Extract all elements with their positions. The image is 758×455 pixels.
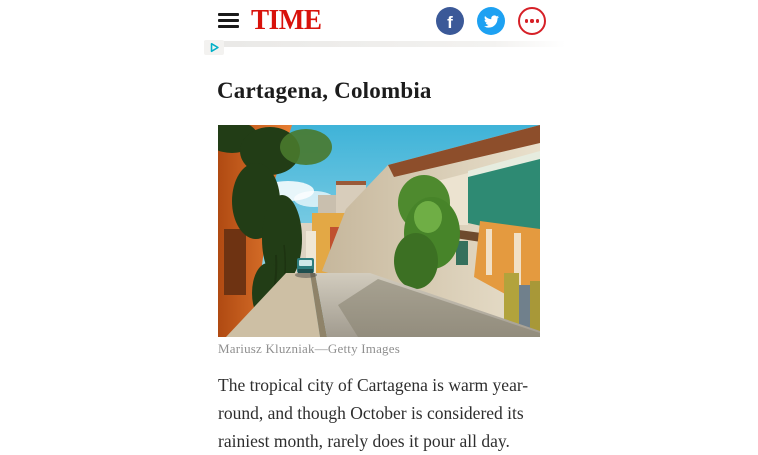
photo-credit: Mariusz Kluzniak—Getty Images [218, 341, 400, 356]
facebook-share-button[interactable] [436, 7, 464, 35]
article-photo [218, 125, 540, 337]
ad-boundary [204, 41, 566, 47]
body-line: The tropical city of Cartagena is warm year- [218, 375, 529, 395]
adchoices-icon[interactable] [204, 40, 224, 55]
social-share-bar [436, 7, 546, 35]
twitter-share-button[interactable] [477, 7, 505, 35]
body-line: round, and though October is considered its [218, 403, 524, 423]
more-share-button[interactable] [518, 7, 546, 35]
facebook-f-icon: f [447, 12, 453, 32]
body-line: rainiest month, rarely does it pour all day. [218, 431, 510, 451]
more-options-icon [525, 19, 528, 22]
article-body [218, 371, 528, 455]
twitter-bird-icon [484, 14, 499, 29]
article-title: Cartagena, Colombia [217, 78, 432, 103]
time-logo[interactable]: TIME [251, 5, 322, 36]
street-scene-illustration [218, 125, 540, 337]
top-nav [0, 0, 758, 42]
hamburger-icon[interactable] [218, 13, 239, 28]
